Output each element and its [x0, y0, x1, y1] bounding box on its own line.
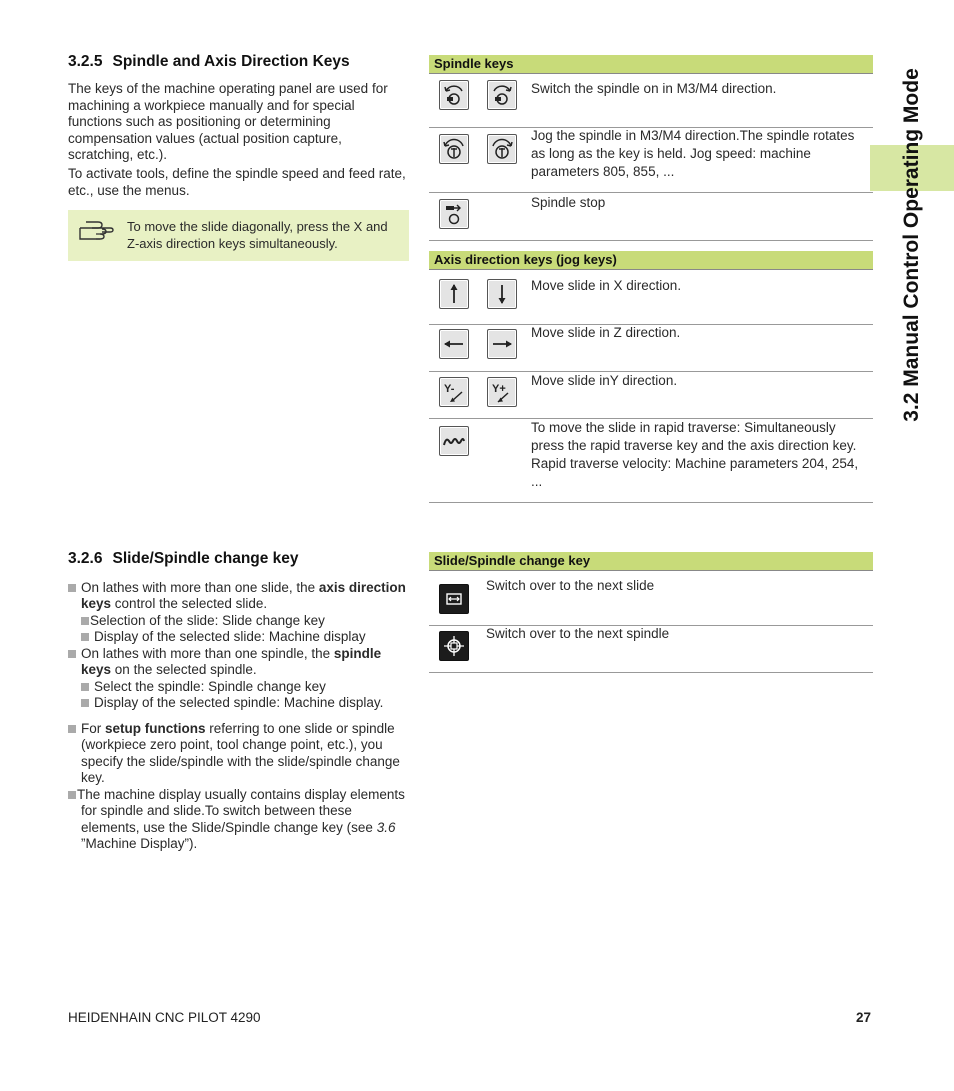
rapid-traverse-icon[interactable] — [439, 426, 469, 456]
bullet-slides — [68, 580, 410, 645]
section-heading-3-2-6 — [68, 550, 299, 568]
spindle-keys-table — [429, 55, 873, 74]
bullet-bold: spindle keys — [81, 646, 382, 678]
bullet-text: For — [81, 721, 106, 736]
bullet-marker — [81, 617, 89, 625]
note-text: To move the slide diagonally, press the X and Z-axis direction keys simultaneously. — [127, 219, 388, 251]
y-minus-icon[interactable] — [439, 377, 469, 407]
cross-reference-link[interactable]: 3.6 — [376, 819, 396, 835]
table-row — [429, 571, 873, 626]
bullet-bold: setup functions — [105, 721, 206, 736]
y-plus-icon[interactable] — [487, 377, 517, 407]
section-title: Slide/Spindle change key — [112, 550, 299, 567]
bullet-text: referring to one slide or spindle (workpiece zero point, tool change point, etc.), you specify the slide/spindle with the slide/spindle change key. — [81, 721, 400, 785]
section-title: Spindle and Axis Direction Keys — [112, 53, 350, 70]
bullet-marker — [81, 683, 89, 691]
arrow-up-icon[interactable] — [439, 279, 469, 309]
sub-bullet-text: Display of the selected spindle: Machine display. — [94, 694, 384, 710]
spindle-stop-icon[interactable] — [439, 199, 469, 229]
note-box — [68, 210, 409, 261]
spindle-change-icon[interactable] — [439, 631, 469, 661]
jog-spindle-cw-icon[interactable] — [439, 134, 469, 164]
row-description: Switch the spindle on in M3/M4 direction. — [531, 81, 777, 96]
footer-product: HEIDENHAIN CNC PILOT 4290 — [68, 1010, 261, 1025]
spindle-keys-header: Spindle keys — [429, 55, 873, 74]
axis-keys-header: Axis direction keys (jog keys) — [429, 251, 873, 270]
bullet-text: On lathes with more than one slide, the — [81, 580, 319, 595]
table-row — [429, 127, 873, 193]
bullet-marker — [68, 650, 76, 658]
row-description: Move slide in Z direction. — [531, 325, 681, 340]
bullet-setup — [68, 721, 410, 786]
jog-spindle-ccw-icon[interactable] — [487, 134, 517, 164]
table-row — [429, 324, 873, 372]
row-description: To move the slide in rapid traverse: Simultaneously press the rapid traverse key and the axis direction key. Rapid traverse velocity: Machine parameters 204, 254, ... — [531, 420, 859, 489]
row-description: Switch over to the next slide — [486, 578, 655, 593]
table-row — [429, 625, 873, 673]
bullet-text: On lathes with more than one spindle, the — [81, 646, 334, 661]
section-number: 3.2.5 — [68, 53, 103, 70]
menus-paragraph: To activate tools, define the spindle speed and feed rate, etc., use the menus. — [68, 166, 406, 198]
arrow-down-icon[interactable] — [487, 279, 517, 309]
bullet-text: on the selected spindle. — [111, 662, 257, 678]
bullet-text: The machine display usually contains display elements for spindle and slide.To switch between these elements, use the Slide/Spindle change key (see — [77, 787, 405, 835]
slide-change-icon[interactable] — [439, 584, 469, 614]
pointing-hand-icon — [78, 220, 114, 247]
bullet-marker — [68, 584, 76, 592]
page-number: 27 — [856, 1010, 872, 1025]
table-row — [429, 74, 873, 128]
bullet-text: control the selected slide. — [111, 596, 268, 612]
section-heading-3-2-5 — [68, 53, 350, 71]
arrow-right-icon[interactable] — [487, 329, 517, 359]
table-row — [429, 270, 873, 325]
sub-bullet-text: Selection of the slide: Slide change key — [90, 612, 325, 628]
bullet-spindles — [68, 646, 410, 711]
row-description: Move slide in X direction. — [531, 278, 682, 293]
table-row — [429, 371, 873, 419]
row-description: Switch over to the next spindle — [486, 626, 670, 641]
arrow-left-icon[interactable] — [439, 329, 469, 359]
table-row — [429, 192, 873, 241]
y-plus-label: Y+ — [492, 383, 506, 395]
change-key-table — [429, 552, 873, 571]
table-row — [429, 418, 873, 503]
bullet-marker — [68, 725, 76, 733]
bullet-marker — [68, 791, 76, 799]
row-description: Jog the spindle in M3/M4 direction.The spindle rotates as long as the key is held. Jog speed: machine parameters 805, 855, ... — [531, 128, 855, 179]
spindle-cw-icon[interactable] — [439, 80, 469, 110]
axis-keys-table — [429, 251, 873, 270]
bullet-text: ”Machine Display”). — [81, 835, 198, 851]
y-minus-label: Y- — [444, 383, 455, 395]
change-key-header: Slide/Spindle change key — [429, 552, 873, 571]
bullet-bold: axis direction keys — [81, 580, 406, 612]
row-description: Move slide inY direction. — [531, 373, 678, 388]
bullet-marker — [81, 633, 89, 641]
row-description: Spindle stop — [531, 195, 606, 210]
sub-bullet-text: Display of the selected slide: Machine display — [94, 628, 366, 644]
spindle-ccw-icon[interactable] — [487, 80, 517, 110]
side-chapter-title: 3.2 Manual Control Operating Mode — [900, 68, 923, 422]
bullet-display — [68, 787, 410, 852]
sub-bullet-text: Select the spindle: Spindle change key — [94, 678, 326, 694]
bullet-marker — [81, 699, 89, 707]
intro-paragraph: The keys of the machine operating panel are used for machining a workpiece manually and for special functions such as positioning or determining compensation values (actual position capture, scratching, etc.). — [68, 81, 388, 162]
section-number: 3.2.6 — [68, 550, 103, 567]
